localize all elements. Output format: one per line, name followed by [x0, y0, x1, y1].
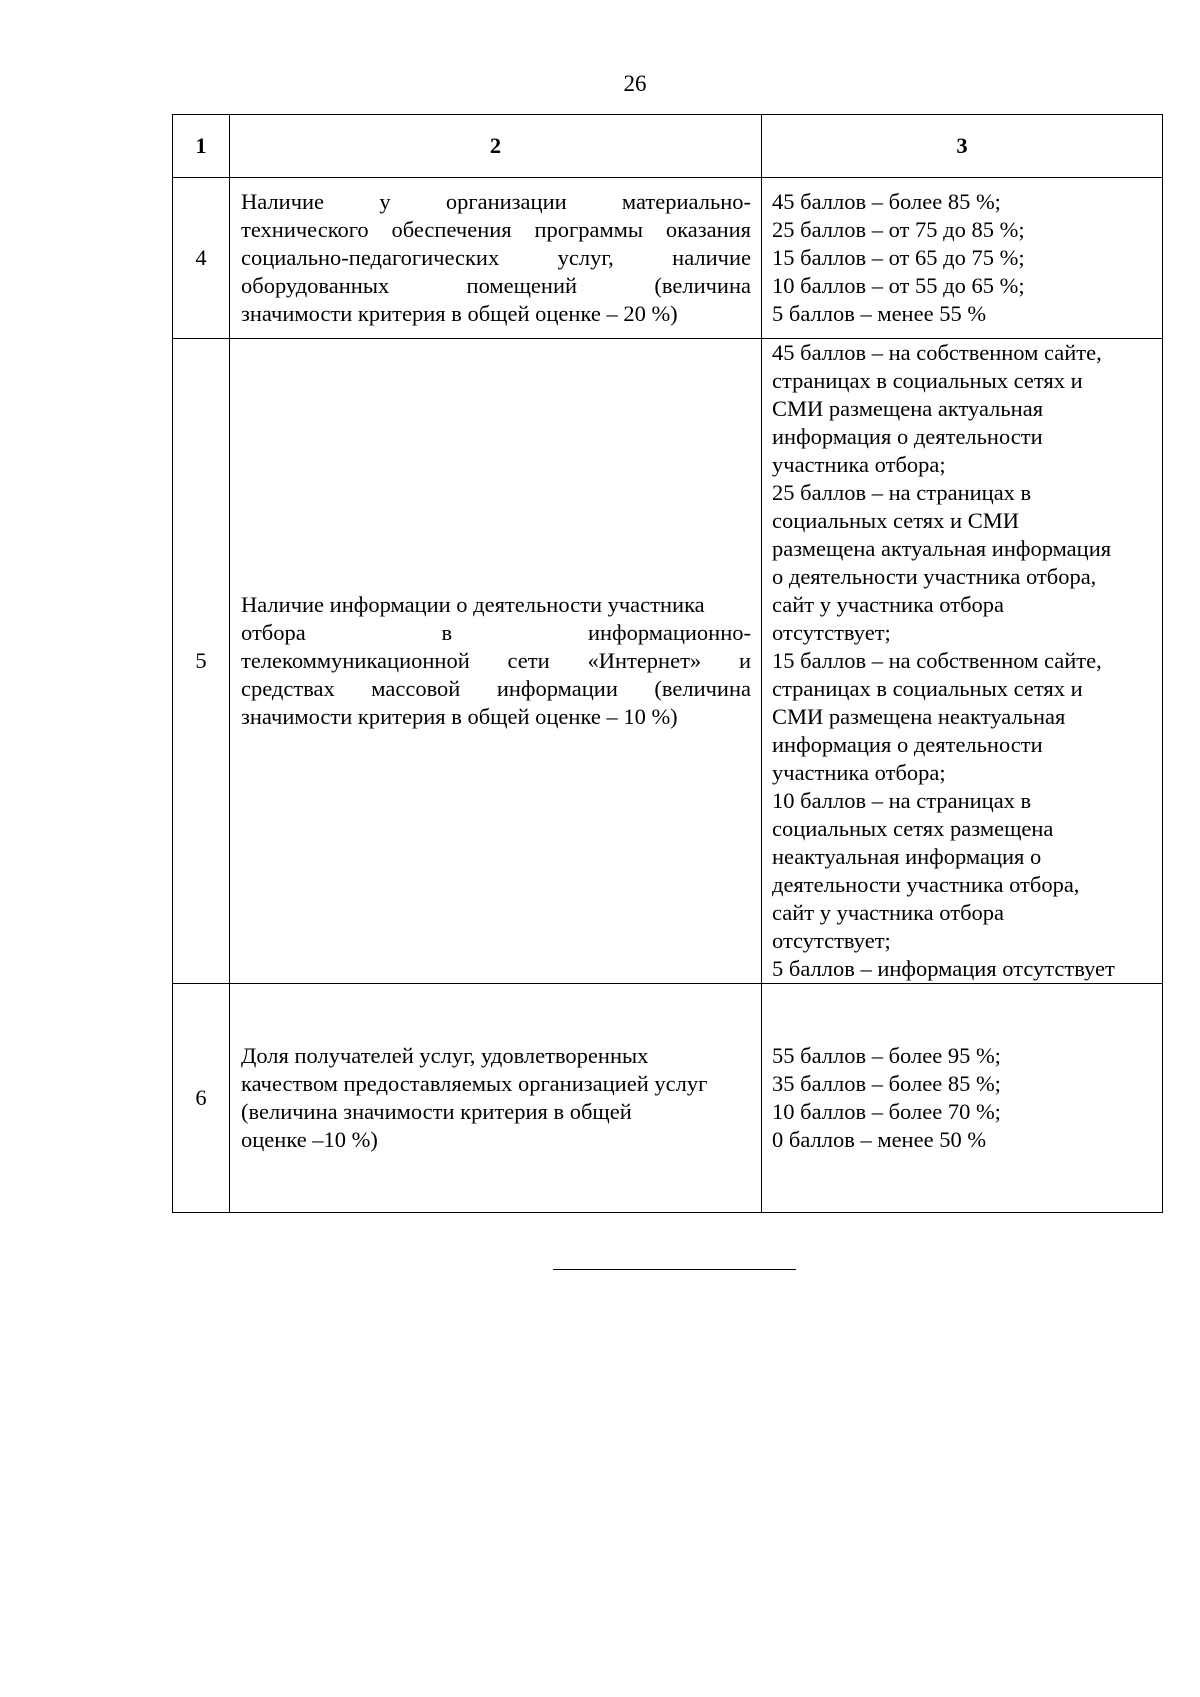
score-line: социальных сетях размещена [772, 816, 1054, 841]
score-line: участника отбора; [772, 452, 946, 477]
criterion-line: (величина значимости критерия в общей [241, 1099, 632, 1124]
table-row [173, 339, 1163, 984]
page-number: 26 [623, 71, 647, 96]
row-number: 6 [173, 984, 230, 1213]
score-line: сайт у участника отбора [772, 900, 1004, 925]
criterion-line: отбора в информационно- [241, 620, 751, 645]
score-line: 35 баллов – более 85 %; [772, 1071, 1001, 1096]
table-row [173, 178, 1163, 339]
criterion-cell [230, 178, 762, 339]
criterion-line: качеством предоставляемых организацией услуг [241, 1071, 708, 1096]
score-line: отсутствует; [772, 620, 891, 645]
criterion-line: телекоммуникационной сети «Интернет» и [241, 648, 751, 673]
table-header-row [173, 115, 1163, 178]
row-number: 5 [173, 339, 230, 984]
score-line: 15 баллов – на собственном сайте, [772, 648, 1102, 673]
header-col-1: 1 [173, 115, 230, 178]
header-col-2: 2 [230, 115, 762, 178]
score-line: 10 баллов – более 70 %; [772, 1099, 1001, 1124]
score-line: 25 баллов – на страницах в [772, 480, 1032, 505]
score-cell [762, 984, 1163, 1213]
criterion-line: значимости критерия в общей оценке – 20 %) [241, 301, 678, 326]
criterion-line: технического обеспечения программы оказания [241, 217, 751, 242]
score-line: деятельности участника отбора, [772, 872, 1080, 897]
score-line: неактуальная информация о [772, 844, 1042, 869]
score-line: информация о деятельности [772, 732, 1043, 757]
score-line: страницах в социальных сетях и [772, 676, 1083, 701]
criterion-cell [230, 984, 762, 1213]
criteria-table [172, 114, 1163, 1213]
score-line: 10 баллов – от 55 до 65 %; [772, 273, 1025, 298]
score-line: 15 баллов – от 65 до 75 %; [772, 245, 1025, 270]
score-line: 0 баллов – менее 50 % [772, 1127, 987, 1152]
score-line: 5 баллов – менее 55 % [772, 301, 987, 326]
score-line: информация о деятельности [772, 424, 1043, 449]
criterion-line: оценке –10 %) [241, 1127, 378, 1152]
table-row [173, 984, 1163, 1213]
score-line: отсутствует; [772, 928, 891, 953]
criterion-line: средствах массовой информации (величина [241, 676, 751, 701]
score-line: СМИ размещена актуальная [772, 396, 1044, 421]
score-line: СМИ размещена неактуальная [772, 704, 1066, 729]
score-line: сайт у участника отбора [772, 592, 1004, 617]
score-line: страницах в социальных сетях и [772, 368, 1083, 393]
row-number: 4 [173, 178, 230, 339]
score-line: 10 баллов – на страницах в [772, 788, 1032, 813]
score-line: о деятельности участника отбора, [772, 564, 1097, 589]
score-line: 45 баллов – на собственном сайте, [772, 340, 1102, 365]
score-cell [762, 178, 1163, 339]
header-col-3: 3 [762, 115, 1163, 178]
criterion-cell [230, 339, 762, 984]
score-line: 55 баллов – более 95 %; [772, 1043, 1001, 1068]
score-cell [762, 339, 1163, 984]
score-line: социальных сетях и СМИ [772, 508, 1019, 533]
criterion-line: Наличие информации о деятельности участника [241, 592, 705, 617]
score-line: участника отбора; [772, 760, 946, 785]
score-line: размещена актуальная информация [772, 536, 1112, 561]
end-of-document-rule [553, 1269, 796, 1270]
score-line: 45 баллов – более 85 %; [772, 189, 1001, 214]
criterion-line: оборудованных помещений (величина [241, 273, 751, 298]
criterion-line: значимости критерия в общей оценке – 10 %) [241, 704, 678, 729]
criterion-line: Доля получателей услуг, удовлетворенных [241, 1043, 649, 1068]
score-line: 25 баллов – от 75 до 85 %; [772, 217, 1025, 242]
criterion-line: социально-педагогических услуг, наличие [241, 245, 751, 270]
score-line: 5 баллов – информация отсутствует [772, 956, 1115, 981]
criterion-line: Наличие у организации материально- [241, 189, 751, 214]
